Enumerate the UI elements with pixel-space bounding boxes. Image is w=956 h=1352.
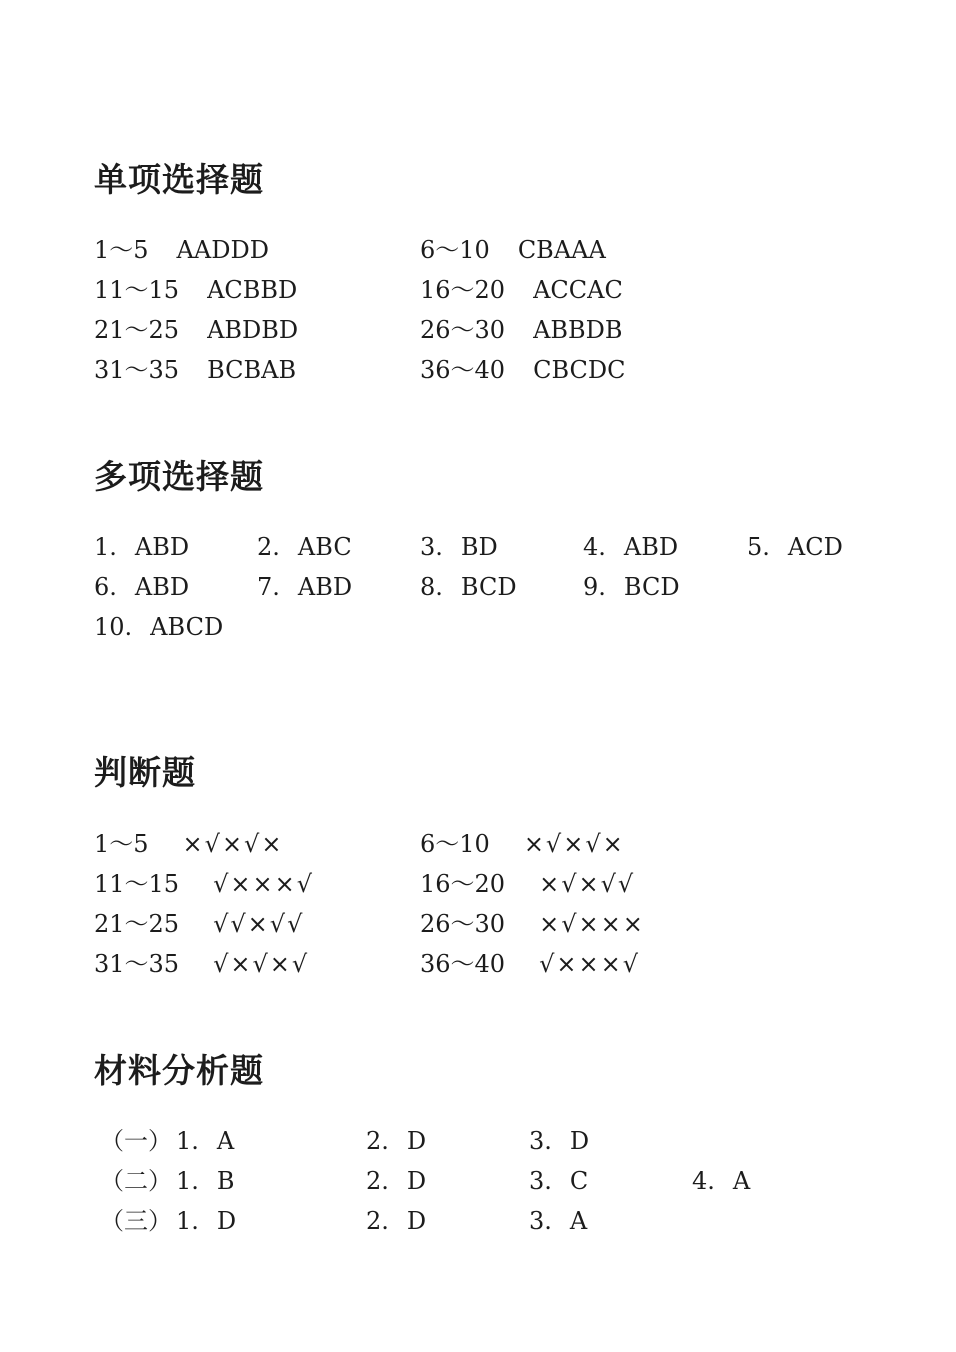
question-range: 26～30 xyxy=(420,910,506,938)
answer-key: ×√×√× xyxy=(182,830,284,858)
answer-key: ×√××× xyxy=(539,910,645,938)
question-number: 7. xyxy=(257,573,280,601)
question-number: 5. xyxy=(747,533,770,561)
question-number: 1. xyxy=(176,1127,199,1155)
question-number: 1. xyxy=(94,533,117,561)
answer-key: √×××√ xyxy=(213,870,314,898)
question-range: 16～20 xyxy=(420,276,506,304)
answer-key: A xyxy=(569,1207,588,1235)
answer-key: ACD xyxy=(787,533,843,561)
question-range: 21～25 xyxy=(94,910,180,938)
question-number: 2. xyxy=(366,1207,389,1235)
question-range: 1～5 xyxy=(94,236,149,264)
question-number: 3. xyxy=(529,1127,552,1155)
answer-key: ABD xyxy=(134,533,190,561)
question-range: 1～5 xyxy=(94,830,149,858)
material-answer xyxy=(366,1166,426,1196)
answer-key: ABD xyxy=(623,533,679,561)
answer-key: AADDD xyxy=(176,236,269,264)
question-number: 2. xyxy=(366,1167,389,1195)
question-number: 4. xyxy=(692,1167,715,1195)
question-number: 3. xyxy=(420,533,443,561)
answer-key: ABC xyxy=(297,533,352,561)
material-answer xyxy=(366,1206,426,1236)
material-group-label: （三） xyxy=(100,1207,172,1235)
question-number: 1. xyxy=(176,1167,199,1195)
material-answer xyxy=(366,1126,426,1156)
answer-key: BCD xyxy=(460,573,517,601)
question-range: 31～35 xyxy=(94,356,180,384)
answer-key: D xyxy=(216,1207,237,1235)
true-false-row xyxy=(94,869,314,899)
question-number: 10. xyxy=(94,613,133,641)
question-range: 11～15 xyxy=(94,276,180,304)
material-group-label: （一） xyxy=(100,1127,172,1155)
question-range: 21～25 xyxy=(94,316,180,344)
answer-key: ABBDB xyxy=(533,316,623,344)
material-answer xyxy=(176,1166,235,1196)
true-false-row xyxy=(94,949,309,979)
answer-key: D xyxy=(406,1207,427,1235)
single-choice-row xyxy=(420,275,623,305)
question-range: 6～10 xyxy=(420,830,490,858)
single-choice-row xyxy=(94,235,269,265)
answer-key: CBCDC xyxy=(533,356,626,384)
answer-key: B xyxy=(216,1167,235,1195)
material-answer xyxy=(529,1126,589,1156)
question-number: 4. xyxy=(583,533,606,561)
single-choice-row xyxy=(94,355,296,385)
answer-key: ACCAC xyxy=(533,276,623,304)
material-answer xyxy=(529,1166,588,1196)
question-number: 3. xyxy=(529,1167,552,1195)
answer-key: D xyxy=(569,1127,590,1155)
question-number: 1. xyxy=(176,1207,199,1235)
answer-key: CBAAA xyxy=(517,236,606,264)
true-false-row xyxy=(420,869,635,899)
question-number: 6. xyxy=(94,573,117,601)
multi-choice-item xyxy=(583,532,678,562)
single-choice-row xyxy=(420,355,626,385)
answer-key: BCBAB xyxy=(207,356,297,384)
answer-key: ABD xyxy=(297,573,353,601)
answer-key: √√×√√ xyxy=(213,910,305,938)
question-range: 11～15 xyxy=(94,870,180,898)
multi-choice-item xyxy=(747,532,843,562)
multi-choice-item xyxy=(94,612,223,642)
answer-key: ×√×√√ xyxy=(539,870,636,898)
question-range: 36～40 xyxy=(420,356,506,384)
answer-key: √×√×√ xyxy=(213,950,310,978)
multi-choice-item xyxy=(583,572,680,602)
true-false-row xyxy=(420,909,645,939)
material-answer xyxy=(176,1206,236,1236)
answer-key: A xyxy=(216,1127,235,1155)
multi-choice-item xyxy=(257,572,352,602)
answer-key: ACBBD xyxy=(207,276,298,304)
question-range: 31～35 xyxy=(94,950,180,978)
multi-choice-item xyxy=(257,532,352,562)
true-false-row xyxy=(94,909,304,939)
question-range: 36～40 xyxy=(420,950,506,978)
single-choice-row xyxy=(94,275,297,305)
question-range: 6～10 xyxy=(420,236,490,264)
multi-choice-item xyxy=(94,532,189,562)
material-answer xyxy=(176,1126,234,1156)
answer-key: BCD xyxy=(623,573,680,601)
question-number: 3. xyxy=(529,1207,552,1235)
answer-key: A xyxy=(732,1167,751,1195)
multi-choice-item xyxy=(94,572,189,602)
question-number: 9. xyxy=(583,573,606,601)
material-group-label: （二） xyxy=(100,1167,172,1195)
answer-key: ABDBD xyxy=(207,316,299,344)
multi-choice-item xyxy=(420,532,498,562)
answer-key: D xyxy=(406,1127,427,1155)
material-answer xyxy=(529,1206,587,1236)
answer-key: BD xyxy=(460,533,498,561)
question-range: 26～30 xyxy=(420,316,506,344)
single-choice-heading: 单项选择题 xyxy=(94,160,264,199)
answer-key: ×√×√× xyxy=(523,830,625,858)
true-false-row xyxy=(420,949,640,979)
true-false-row xyxy=(420,829,625,859)
material-analysis-heading: 材料分析题 xyxy=(94,1051,264,1090)
material-answer xyxy=(692,1166,750,1196)
true-false-heading: 判断题 xyxy=(94,753,196,792)
answer-key: √×××√ xyxy=(539,950,640,978)
multi-choice-item xyxy=(420,572,517,602)
question-number: 8. xyxy=(420,573,443,601)
question-range: 16～20 xyxy=(420,870,506,898)
question-number: 2. xyxy=(257,533,280,561)
single-choice-row xyxy=(420,315,623,345)
true-false-row xyxy=(94,829,283,859)
single-choice-row xyxy=(94,315,298,345)
multi-choice-heading: 多项选择题 xyxy=(94,457,264,496)
answer-key: D xyxy=(406,1167,427,1195)
single-choice-row xyxy=(420,235,606,265)
answer-key: C xyxy=(569,1167,589,1195)
question-number: 2. xyxy=(366,1127,389,1155)
answer-key: ABCD xyxy=(150,613,224,641)
answer-key: ABD xyxy=(134,573,190,601)
